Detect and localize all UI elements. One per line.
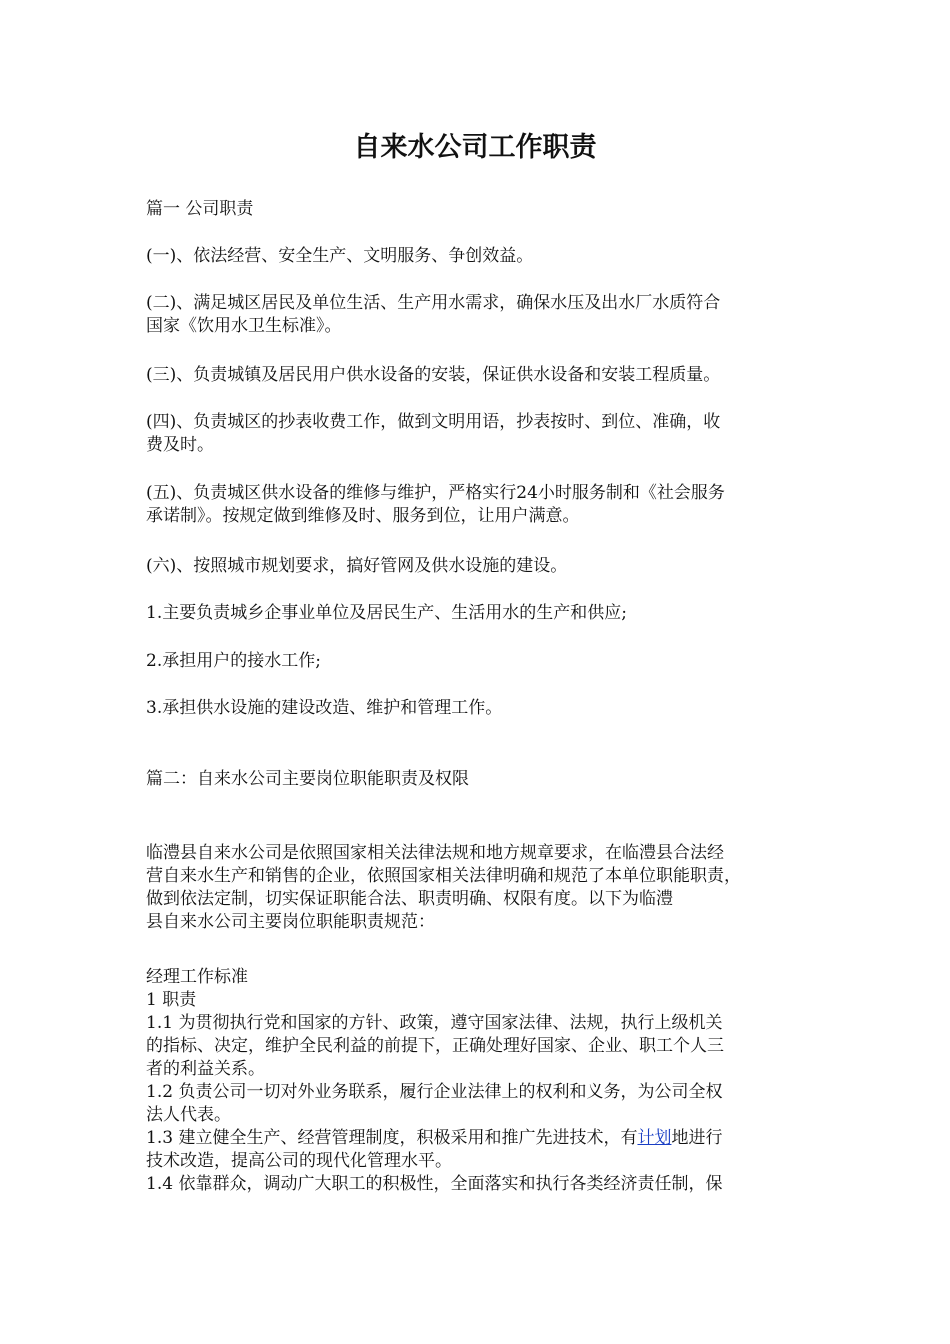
- part1-item-9-line-1: 3.承担供水设施的建设改造、维护和管理工作。: [146, 698, 503, 718]
- part1-item-7-line-1: 1.主要负责城乡企事业单位及居民生产、生活用水的生产和供应;: [146, 603, 627, 623]
- part1-item-1-line-1: (一)、依法经营、安全生产、文明服务、争创效益。: [146, 246, 534, 266]
- clause-1-4-line-1: 1.4 依靠群众，调动广大职工的积极性，全面落实和执行各类经济责任制，保: [146, 1174, 723, 1194]
- clause-1-3-line-2: 技术改造，提高公司的现代化管理水平。: [146, 1151, 452, 1171]
- part1-heading-text: 篇一 公司职责: [146, 199, 254, 219]
- manager-standard: [146, 966, 816, 1196]
- part1-item-3-line-1: (三)、负责城镇及居民用户供水设备的安装，保证供水设备和安装工程质量。: [146, 365, 721, 385]
- subsection-title: 1 职责: [146, 990, 197, 1010]
- clause-1-2-line-2: 法人代表。: [146, 1105, 231, 1125]
- clause-1-1-line-3: 者的利益关系。: [146, 1059, 265, 1079]
- part1-item-8-line-1: 2.承担用户的接水工作;: [146, 651, 321, 671]
- part2-intro-line-4: 县自来水公司主要岗位职能职责规范：: [146, 912, 435, 932]
- part1-item-2-line-2: 国家《饮用水卫生标准》。: [146, 316, 342, 336]
- part1-item-9: [146, 697, 816, 720]
- clause-1-1-line-2: 的指标、决定，维护全民利益的前提下，正确处理好国家、企业、职工个人三: [146, 1036, 724, 1056]
- part1-heading: [146, 198, 816, 221]
- part2-heading: [146, 768, 816, 791]
- part1-item-2-line-1: (二)、满足城区居民及单位生活、生产用水需求，确保水压及出水厂水质符合: [146, 293, 721, 313]
- part2-intro-line-1: 临澧县自来水公司是依照国家相关法律法规和地方规章要求，在临澧县合法经: [146, 843, 724, 863]
- part1-item-6-line-1: (六)、按照城市规划要求，搞好管网及供水设施的建设。: [146, 556, 568, 576]
- part1-item-4-line-1: (四)、负责城区的抄表收费工作，做到文明用语，抄表按时、到位、准确，收: [146, 412, 721, 432]
- part1-item-1: [146, 245, 816, 268]
- part1-item-8: [146, 650, 816, 673]
- clause-1-2-line-1: 1.2 负责公司一切对外业务联系，履行企业法律上的权利和义务，为公司全权: [146, 1082, 723, 1102]
- part1-item-2: [146, 292, 816, 338]
- plan-link[interactable]: 计划: [637, 1128, 672, 1148]
- document-title: 自来水公司工作职责: [353, 132, 597, 163]
- part1-item-5-line-2: 承诺制》。按规定做到维修及时、服务到位，让用户满意。: [146, 506, 580, 526]
- clause-1-1-line-1: 1.1 为贯彻执行党和国家的方针、政策，遵守国家法律、法规，执行上级机关: [146, 1013, 723, 1033]
- part1-item-6: [146, 555, 816, 578]
- clause-1-3-line-1: [146, 1127, 816, 1150]
- part1-item-5-line-1: (五)、负责城区供水设备的维修与维护，严格实行24小时服务制和《社会服务: [146, 483, 725, 503]
- part1-item-4-line-2: 费及时。: [146, 435, 214, 455]
- part2-intro-line-3: 做到依法定制，切实保证职能合法、职责明确、权限有度。以下为临澧: [146, 889, 673, 909]
- part1-item-4: [146, 411, 816, 457]
- part1-item-7: [146, 602, 816, 625]
- clause-1-3-text-before: 1.3 建立健全生产、经营管理制度，积极采用和推广先进技术，有: [146, 1128, 638, 1148]
- clause-1-3-text-after: 地进行: [671, 1128, 723, 1148]
- part2-heading-text: 篇二：自来水公司主要岗位职能职责及权限: [146, 769, 469, 789]
- section-title: 经理工作标准: [146, 967, 248, 987]
- part2-intro: [146, 842, 816, 934]
- part2-intro-line-2: 营自来水生产和销售的企业，依照国家相关法律明确和规范了本单位职能职责，: [146, 866, 741, 886]
- part1-item-3: [146, 364, 816, 387]
- part1-item-5: [146, 482, 816, 528]
